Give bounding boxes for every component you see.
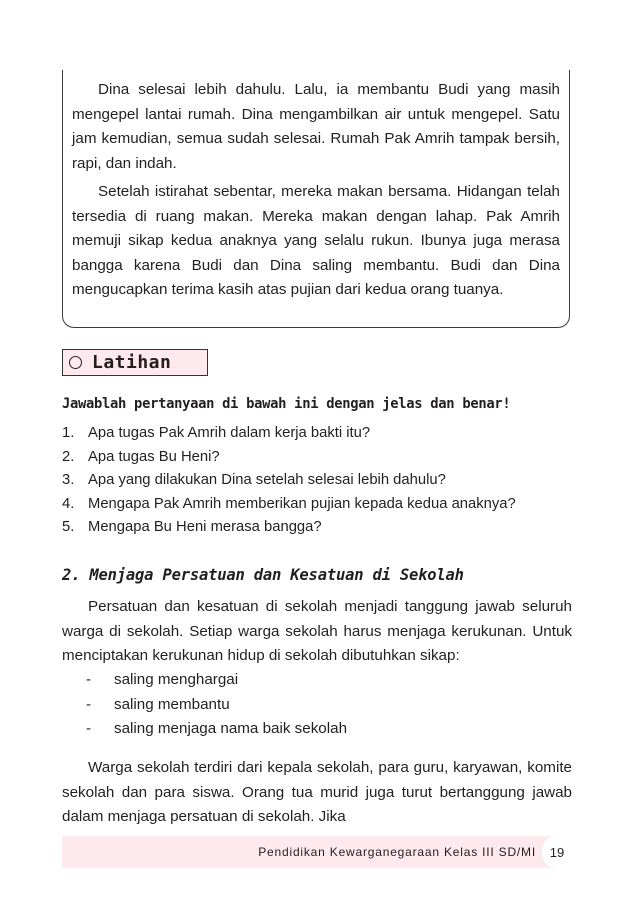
page-number: 19 xyxy=(542,836,572,868)
list-item-text: saling menjaga nama baik sekolah xyxy=(114,720,348,737)
question-item xyxy=(62,422,582,446)
question-number: 1. xyxy=(62,425,75,441)
section-intro-paragraph: Persatuan dan kesatuan di sekolah menjadi tanggung jawab seluruh warga di sekolah. Setiap warga sekolah harus menjaga kerukunan. Untuk menciptakan kerukunan hidup di sekolah dibutuhkan sikap: xyxy=(62,598,572,664)
attitude-list xyxy=(86,668,347,742)
question-number: 5. xyxy=(62,519,75,535)
question-item xyxy=(62,446,582,470)
footer-book-title: Pendidikan Kewarganegaraan Kelas III SD/MI xyxy=(258,845,536,859)
question-text: Apa yang dilakukan Dina setelah selesai lebih dahulu? xyxy=(88,472,446,488)
exercise-instruction: Jawablah pertanyaan di bawah ini dengan jelas dan benar! xyxy=(62,396,511,412)
dash-marker: - xyxy=(86,671,92,688)
question-text: Mengapa Bu Heni merasa bangga? xyxy=(88,519,322,535)
dash-marker: - xyxy=(86,720,92,737)
question-text: Mengapa Pak Amrih memberikan pujian kepada kedua anaknya? xyxy=(88,495,516,512)
question-list xyxy=(62,422,582,540)
question-item xyxy=(62,493,582,517)
question-number: 3. xyxy=(62,472,75,488)
list-item-text: saling membantu xyxy=(114,695,230,713)
section-closing-paragraph: Warga sekolah terdiri dari kepala sekolah, para guru, karyawan, komite sekolah dan para siswa. Orang tua murid juga turut bertanggung jawab dalam menjaga persatuan di sekolah. Jika xyxy=(62,759,572,825)
circle-bullet-icon xyxy=(69,356,82,369)
list-item xyxy=(86,668,347,693)
question-number: 4. xyxy=(62,495,75,512)
list-item-text: saling menghargai xyxy=(114,671,239,688)
question-item xyxy=(62,516,582,540)
section-heading: 2. Menjaga Persatuan dan Kesatuan di Sekolah xyxy=(62,566,464,584)
story-paragraph-1: Dina selesai lebih dahulu. Lalu, ia membantu Budi yang masih mengepel lantai rumah. Dina mengambilkan air untuk mengepel. Satu jam kemudian, semua sudah selesai. Rumah Pak Amrih tampak bersih, rapi, dan indah. xyxy=(72,81,560,172)
latihan-header xyxy=(62,349,208,376)
question-text: Apa tugas Bu Heni? xyxy=(88,448,220,465)
question-text: Apa tugas Pak Amrih dalam kerja bakti itu? xyxy=(88,425,371,441)
list-item xyxy=(86,717,347,742)
page-footer xyxy=(62,836,572,868)
question-item xyxy=(62,469,582,493)
latihan-title: Latihan xyxy=(92,352,172,373)
story-paragraph-2: Setelah istirahat sebentar, mereka makan bersama. Hidangan telah tersedia di ruang makan. Mereka makan dengan lahap. Pak Amrih memuji sikap kedua anaknya yang selalu rukun. Ibunya juga merasa bangga karena Budi dan Dina saling membantu. Budi dan Dina mengucapkan terima kasih atas pujian dari kedua orang tuanya. xyxy=(72,183,560,298)
list-item xyxy=(86,693,347,718)
dash-marker: - xyxy=(86,695,92,713)
question-number: 2. xyxy=(62,448,75,465)
